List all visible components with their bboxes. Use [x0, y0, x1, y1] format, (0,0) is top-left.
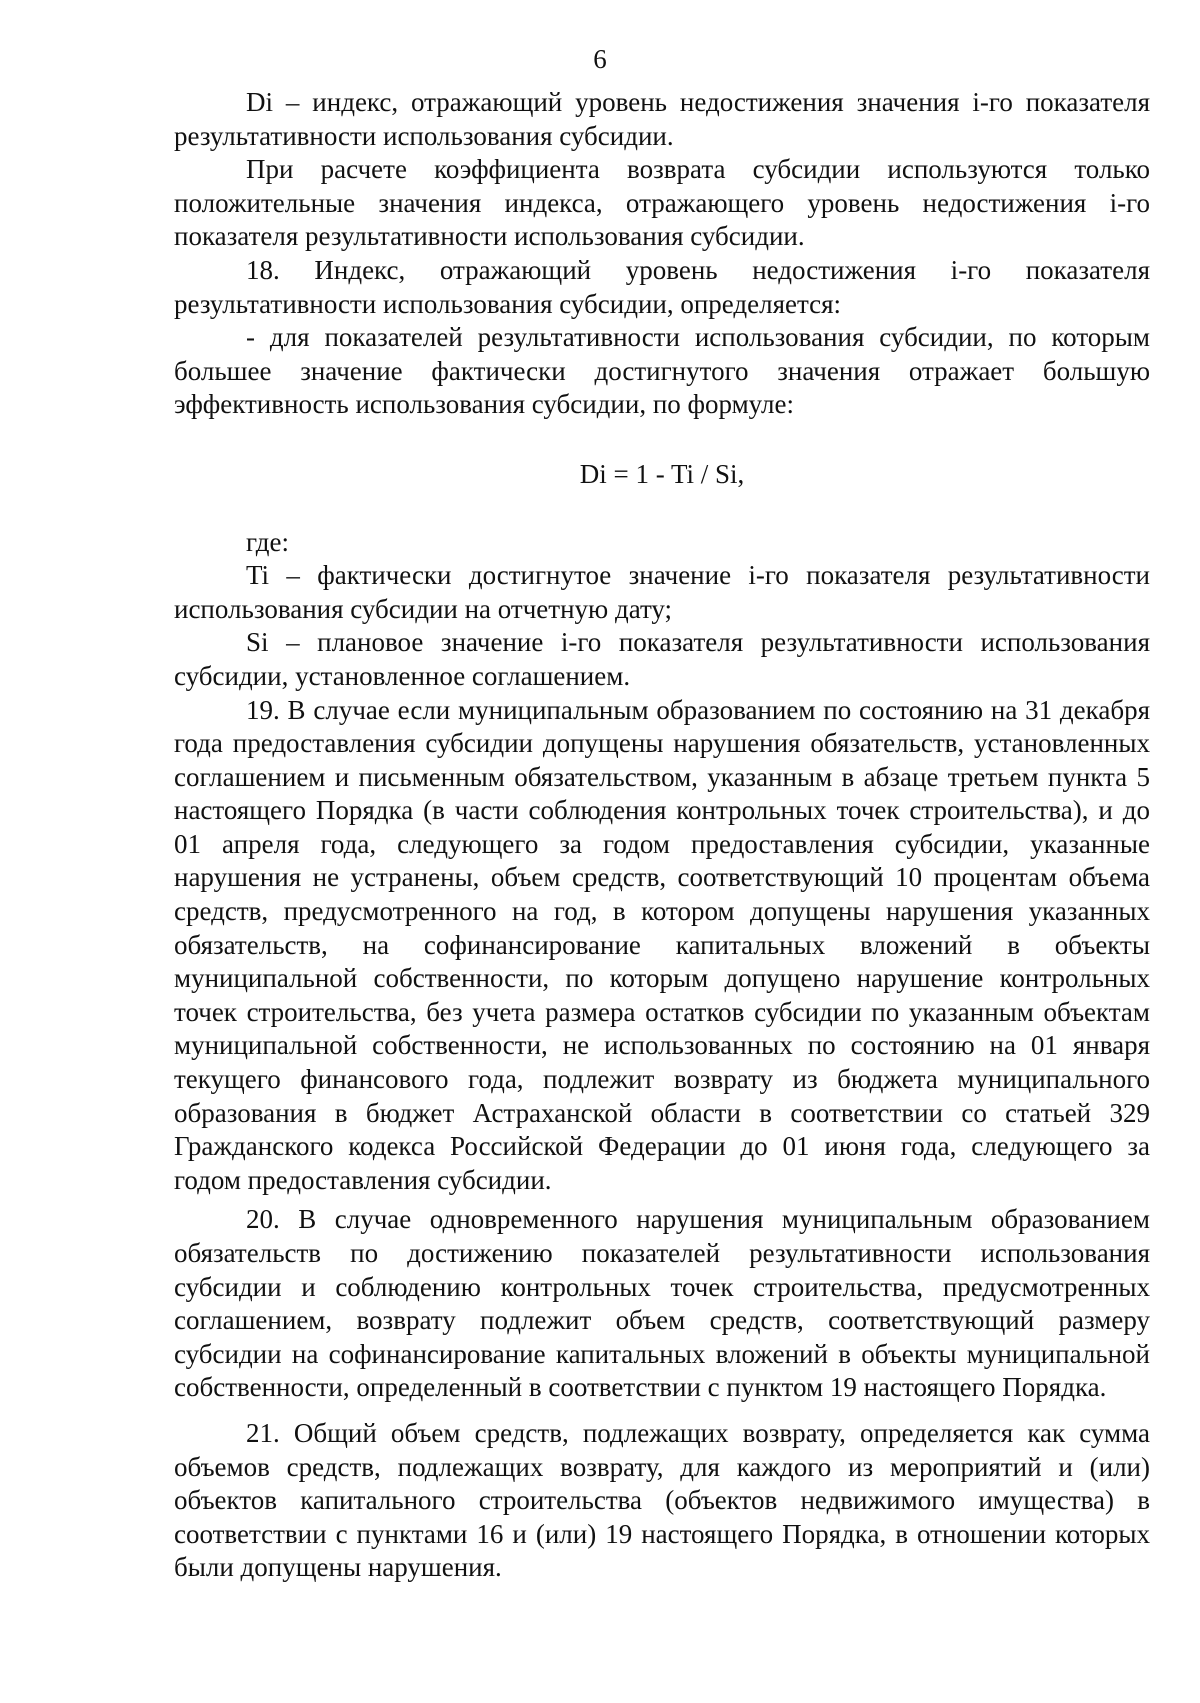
paragraph-item-18: 18. Индекс, отражающий уровень недостижения i-го показателя результативности использования субсидии, определяется:: [174, 254, 1150, 319]
page-number: 6: [593, 44, 607, 74]
paragraph-ti-definition: Ti – фактически достигнутое значение i-го показателя результативности использования субсидии на отчетную дату;: [174, 560, 1150, 624]
formula-di: Di = 1 - Ti / Si,: [579, 458, 745, 489]
paragraph-item-21: 21. Общий объем средств, подлежащих возврату, определяется как сумма объемов средств, подлежащих возврату, для каждого из мероприятий и (или) объектов капитального строительства (объектов недвижимого имущества) в соответствии с пунктами 16 и (или) 19 настоящего Порядка, в отношении которых были допущены нарушения.: [174, 1417, 1150, 1583]
paragraph-coefficient-note: При расчете коэффициента возврата субсидии используются только положительные значения индекса, отражающего уровень недостижения i-го показателя результативности использования субсидии.: [174, 154, 1150, 252]
paragraph-item-19: 19. В случае если муниципальным образованием по состоянию на 31 декабря года предоставления субсидии допущены нарушения обязательств, установленных соглашением и письменным обязательством, указанным в абзаце третьем пункта 5 настоящего Порядка (в части соблюдения контрольных точек строительства), и до 01 апреля года, следующего за годом предоставления субсидии, указанные нарушения не устранены, объем средств, соответствующий 10 процентам объема средств, предусмотренного на год, в котором допущены нарушения указанных обязательств, на софинансирование капитальных вложений в объекты муниципальной собственности, по которым допущено нарушение контрольных точек строительства, без учета размера остатков субсидии по указанным объектам муниципальной собственности, не использованных по состоянию на 01 января текущего финансового года, подлежит возврату из бюджета муниципального образования в бюджет Астраханской области в соответствии со статьей 329 Гражданского кодекса Российской Федерации до 01 июня года, следующего за годом предоставления субсидии.: [174, 694, 1150, 1195]
paragraph-di-definition: Di – индекс, отражающий уровень недостижения значения i-го показателя результативности использования субсидии.: [174, 87, 1150, 151]
paragraph-item-20: 20. В случае одновременного нарушения муниципальным образованием обязательств по достижению показателей результативности использования субсидии и соблюдению контрольных точек строительства, предусмотренных соглашением, возврату подлежит объем средств, соответствующий размеру субсидии на софинансирование капитальных вложений в объекты муниципальной собственности, определенный в соответствии с пунктом 19 настоящего Порядка.: [174, 1204, 1150, 1403]
paragraph-si-definition: Si – плановое значение i-го показателя результативности использования субсидии, установленное соглашением.: [174, 627, 1150, 691]
paragraph-where: где:: [246, 526, 289, 557]
document-body: [174, 86, 1150, 1585]
paragraph-formula-intro: - для показателей результативности использования субсидии, по которым большее значение фактически достигнутого значения отражает большую эффективность использования субсидии, по формуле:: [174, 322, 1150, 420]
